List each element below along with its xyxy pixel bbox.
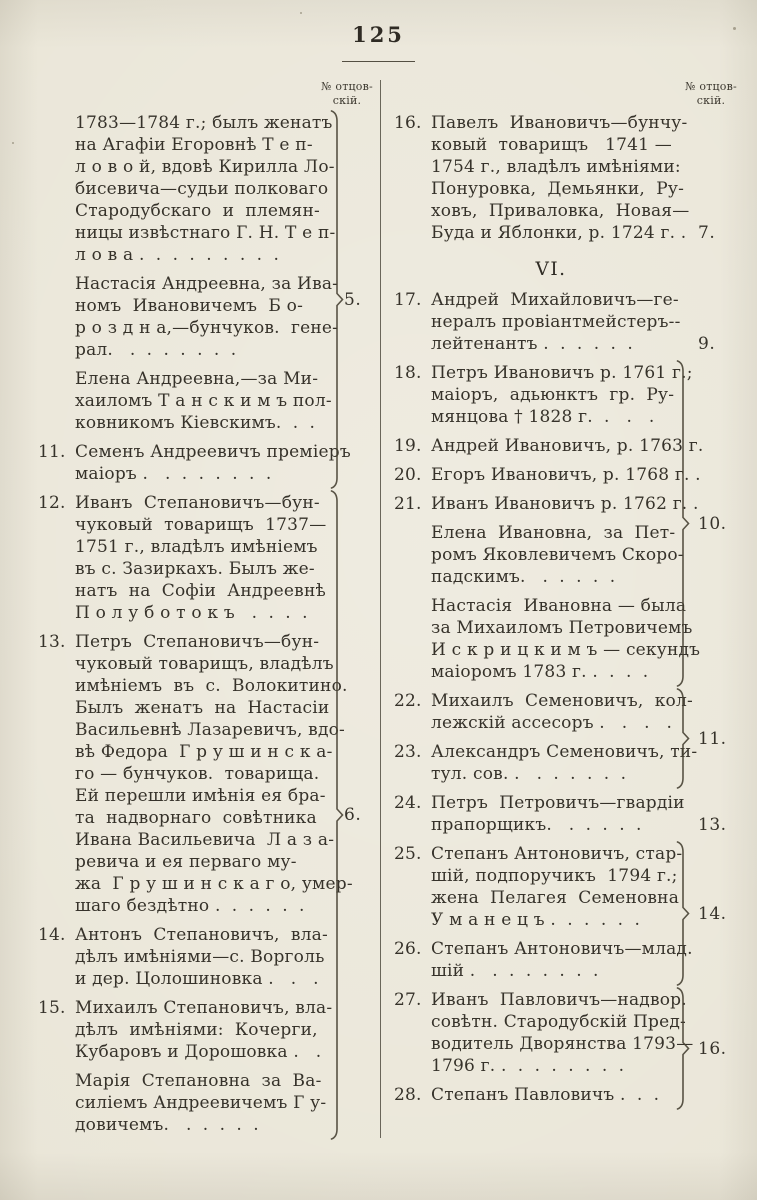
entry-line: жа Г р у ш и н с к а г о, умер-: [75, 874, 353, 894]
entry-line: Михаилъ Семеновичъ, кол-: [431, 691, 693, 711]
entry-lines: [75, 924, 378, 990]
entry-lines: [75, 492, 378, 624]
entry-line: дѣлъ имѣніями: Кочерги,: [75, 1020, 318, 1040]
genealogy-entry: [37, 1070, 378, 1136]
entry-line: Петръ Степановичъ—бун-: [75, 632, 320, 652]
genealogy-entry: [37, 441, 378, 485]
genealogy-entry: [393, 362, 757, 428]
entry-line: маіоръ, адьюнктъ гр. Ру-: [431, 385, 675, 405]
entry-line: Ей перешли имѣнія ея бра-: [75, 786, 326, 806]
entry-line: Антонъ Степановичъ, вла-: [75, 925, 328, 945]
entry-number: 12.: [38, 493, 66, 513]
column-divider: [380, 80, 381, 1138]
genealogy-entry: [393, 792, 757, 836]
genealogy-entry: [393, 464, 757, 486]
entry-line: мянцова † 1828 г. . . .: [431, 407, 655, 427]
entry-number: 20.: [394, 465, 422, 485]
entry-lines: [75, 441, 378, 485]
entry-lines: [75, 368, 378, 434]
father-number-header-line1: № отцов-: [321, 80, 373, 93]
entry-line: Иванъ Степановичъ—бун-: [75, 493, 320, 513]
entry-line: на Агафіи Егоровнѣ Т е п-: [75, 135, 313, 155]
father-number: 9.: [698, 334, 716, 354]
genealogy-entry: [37, 273, 378, 361]
entry-line: Степанъ Павловичъ . . .: [431, 1085, 660, 1105]
genealogy-entry: [37, 631, 378, 917]
entry-number: 25.: [394, 844, 422, 864]
entry-lines: [431, 989, 757, 1077]
entry-line: го — бунчуков. товарища.: [75, 764, 320, 784]
entry-line: дѣлъ имѣніями—с. Ворголь: [75, 947, 325, 967]
entry-line: р о з д н а,—бунчуков. гене-: [75, 318, 339, 338]
genealogy-entry: [393, 289, 757, 355]
father-number-header-right: [668, 80, 754, 107]
entry-line: рал. . . . . . . .: [75, 340, 237, 360]
genealogy-entry: [37, 368, 378, 434]
entry-number: 28.: [394, 1085, 422, 1105]
father-number: 14.: [698, 903, 727, 924]
entry-line: Ивана Васильевича Л а з а-: [75, 830, 335, 850]
entry-line: Кубаровъ и Дорошовка . .: [75, 1042, 322, 1062]
genealogy-entry: [393, 112, 757, 244]
entry-line: ковникомъ Кіевскимъ. . .: [75, 413, 316, 433]
entry-line: ницы извѣстнаго Г. Н. Т е п-: [75, 223, 336, 243]
entry-line: У м а н е ц ъ . . . . . .: [431, 910, 641, 930]
genealogy-entry: [393, 989, 757, 1077]
page-number-rule: [342, 61, 415, 62]
entry-lines: [431, 464, 757, 486]
father-number: 13.: [698, 815, 727, 835]
entry-line: Михаилъ Степановичъ, вла-: [75, 998, 333, 1018]
entry-number: 23.: [394, 742, 422, 762]
right-column: [393, 112, 757, 1106]
entry-lines: [75, 631, 378, 917]
entry-line: Петръ Ивановичъ р. 1761 г.;: [431, 363, 693, 383]
entry-line: Александръ Семеновичъ, ти-: [431, 742, 698, 762]
entry-line: имѣніемъ въ с. Волокитино.: [75, 676, 348, 696]
entry-line: маіоромъ 1783 г. . . . .: [431, 662, 649, 682]
entry-line: Стародубскаго и племян-: [75, 201, 320, 221]
father-number: 6.: [344, 805, 362, 825]
entry-line: хаиломъ Т а н с к и м ъ пол-: [75, 391, 332, 411]
genealogy-entry: [393, 435, 757, 457]
father-number: 5.: [344, 289, 362, 310]
entry-line: Степанъ Антоновичъ, стар-: [431, 844, 683, 864]
entry-line: шій, подпоручикъ 1794 г.;: [431, 866, 678, 886]
entry-line: Петръ Петровичъ—гвардіи: [431, 793, 685, 813]
entry-line: Андрей Михайловичъ—ге-: [431, 290, 679, 310]
entry-line: совѣтн. Стародубскій Пред-: [431, 1012, 686, 1032]
entry-line: нералъ провіантмейстеръ--: [431, 312, 681, 332]
entry-line: за Михаиломъ Петровичемъ: [431, 618, 693, 638]
father-number: 11.: [698, 728, 727, 749]
entry-line: Иванъ Павловичъ—надвор.: [431, 990, 687, 1010]
entry-line: маіоръ . . . . . . . .: [75, 464, 272, 484]
entry-line: Егоръ Ивановичъ, р. 1768 г. .: [431, 465, 701, 485]
paper-speck: [12, 142, 14, 144]
genealogy-entry: [37, 997, 378, 1063]
entry-lines: [431, 362, 757, 428]
entry-line: чуковый товарищъ, владѣлъ: [75, 654, 334, 674]
entry-number: 17.: [394, 290, 422, 310]
entry-number: 26.: [394, 939, 422, 959]
entry-line: Васильевнѣ Лазаревичъ, вдо-: [75, 720, 346, 740]
father-number-header-line2: скій.: [332, 93, 362, 107]
entry-line: водитель Дворянства 1793—: [431, 1034, 694, 1054]
entry-number: 21.: [394, 494, 422, 514]
left-column: [37, 112, 378, 1136]
entry-lines: [75, 112, 378, 266]
entry-line: тул. сов. . . . . . . .: [431, 764, 627, 784]
entry-line: л о в о й, вдовѣ Кирилла Ло-: [75, 157, 335, 177]
entry-line: та надворнаго совѣтника: [75, 808, 317, 828]
entry-line: и дер. Цолошиновка . . .: [75, 969, 319, 989]
entry-line: довичемъ. . . . . .: [75, 1115, 259, 1135]
father-number: 10.: [698, 513, 727, 534]
entry-number: 15.: [38, 998, 66, 1018]
entry-line: чуковый товарищъ 1737—: [75, 515, 327, 535]
entry-line: прапорщикъ. . . . . .: [431, 815, 642, 835]
entry-number: 27.: [394, 990, 422, 1010]
entry-number: 13.: [38, 632, 66, 652]
entry-line: силіемъ Андреевичемъ Г у-: [75, 1093, 327, 1113]
entry-line: шій . . . . . . . .: [431, 961, 599, 981]
entry-line: номъ Ивановичемъ Б о-: [75, 296, 304, 316]
genealogy-entry: [37, 112, 378, 266]
entry-number: 16.: [394, 113, 422, 133]
genealogy-entry: [37, 492, 378, 624]
entry-line: Андрей Ивановичъ, р. 1763 г.: [431, 436, 704, 456]
father-number: 7.: [698, 223, 716, 243]
paper-speck: [300, 12, 302, 14]
entry-line: падскимъ. . . . . .: [431, 567, 616, 587]
entry-line: Былъ женатъ на Настасіи: [75, 698, 330, 718]
entry-number: 24.: [394, 793, 422, 813]
entry-line: ковый товарищъ 1741 —: [431, 135, 672, 155]
entry-line: ховъ, Приваловка, Новая—: [431, 201, 690, 221]
entry-line: Настасія Андреевна, за Ива-: [75, 274, 339, 294]
entry-line: Настасія Ивановна — была: [431, 596, 687, 616]
entry-lines: [431, 938, 757, 982]
entry-number: 19.: [394, 436, 422, 456]
entry-line: Елена Андреевна,—за Ми-: [75, 369, 319, 389]
entry-line: Павелъ Ивановичъ—бунчу-: [431, 113, 688, 133]
section-heading: VI.: [535, 259, 567, 280]
genealogy-entry: [393, 595, 757, 683]
entry-lines: [431, 1084, 757, 1106]
entry-line: л о в а . . . . . . . . .: [75, 245, 280, 265]
entry-number: 22.: [394, 691, 422, 711]
page-number: 125: [352, 22, 405, 47]
entry-line: Иванъ Ивановичъ р. 1762 г. .: [431, 494, 699, 514]
entry-line: Елена Ивановна, за Пет-: [431, 523, 676, 543]
entry-line: И с к р и ц к и м ъ — секундъ: [431, 640, 701, 660]
genealogy-entry: [393, 1084, 757, 1106]
entry-line: лежскій ассесоръ . . . .: [431, 713, 673, 733]
entry-lines: [431, 595, 757, 683]
genealogy-entry: [393, 938, 757, 982]
entry-line: П о л у б о т о к ъ . . . .: [75, 603, 308, 623]
genealogy-entry: [37, 924, 378, 990]
entry-line: шаго бездѣтно . . . . . .: [75, 896, 305, 916]
entry-lines: [75, 273, 378, 361]
father-number-header-line2: скій.: [696, 93, 726, 107]
entry-number: 18.: [394, 363, 422, 383]
entry-line: ревича и ея перваго му-: [75, 852, 297, 872]
entry-line: въ с. Зазиркахъ. Былъ же-: [75, 559, 315, 579]
entry-line: 1783—1784 г.; былъ женатъ: [75, 113, 333, 133]
father-number-header-left: [316, 80, 378, 107]
entry-line: 1751 г., владѣлъ имѣніемъ: [75, 537, 318, 557]
entry-line: натъ на Софіи Андреевнѣ: [75, 581, 326, 601]
entry-line: лейтенантъ . . . . . .: [431, 334, 633, 354]
entry-line: 1796 г. . . . . . . . .: [431, 1056, 625, 1076]
entry-line: 1754 г., владѣлъ имѣніями:: [431, 157, 681, 177]
entry-line: Степанъ Антоновичъ—млад.: [431, 939, 693, 959]
entry-number: 14.: [38, 925, 66, 945]
entry-line: бисевича—судьи полковаго: [75, 179, 329, 199]
entry-line: ромъ Яковлевичемъ Скоро-: [431, 545, 684, 565]
entry-number: 11.: [38, 442, 66, 462]
entry-lines: [75, 1070, 378, 1136]
entry-line: Марія Степановна за Ва-: [75, 1071, 322, 1091]
entry-line: вѣ Федора Г р у ш и н с к а-: [75, 742, 333, 762]
entry-lines: [75, 997, 378, 1063]
entry-line: Семенъ Андреевичъ преміеръ: [75, 442, 351, 462]
entry-line: Буда и Яблонки, р. 1724 г. .: [431, 223, 687, 243]
entry-line: Понуровка, Демьянки, Ру-: [431, 179, 685, 199]
entry-lines: [431, 435, 757, 457]
entry-line: жена Пелагея Семеновна: [431, 888, 680, 908]
father-number-header-line1: № отцов-: [685, 80, 737, 93]
father-number: 16.: [698, 1038, 727, 1059]
